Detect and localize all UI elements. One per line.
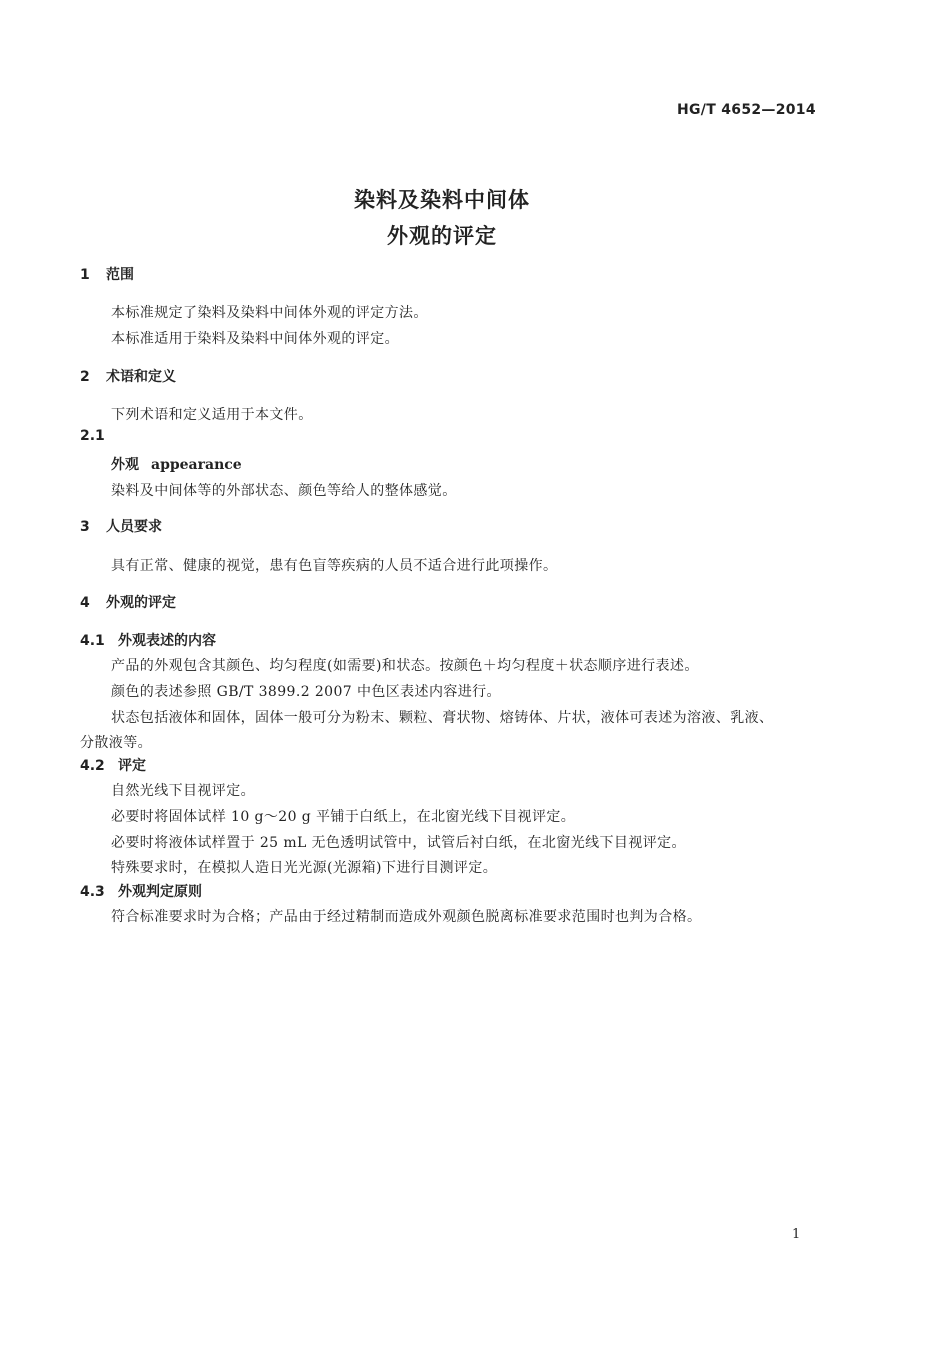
subsection-4-2-heading bbox=[80, 755, 146, 775]
page-number: 1 bbox=[792, 1227, 801, 1242]
subsection-2-1-number: 2.1 bbox=[80, 428, 105, 444]
section-4-heading bbox=[80, 592, 176, 612]
term-definition: 染料及中间体等的外部状态、颜色等给人的整体感觉。 bbox=[111, 483, 457, 499]
paragraph: 自然光线下目视评定。 bbox=[111, 783, 255, 799]
subsection-number: 4.3 bbox=[80, 884, 105, 900]
subsection-title: 外观表述的内容 bbox=[118, 633, 216, 649]
term-chinese: 外观 bbox=[111, 457, 139, 473]
subsection-title: 外观判定原则 bbox=[118, 884, 202, 900]
paragraph: 符合标准要求时为合格；产品由于经过精制而造成外观颜色脱离标准要求范围时也判为合格。 bbox=[111, 909, 702, 925]
section-title: 外观的评定 bbox=[106, 595, 176, 611]
section-number: 3 bbox=[80, 519, 90, 535]
section-number: 2 bbox=[80, 369, 90, 385]
subsection-4-3-heading bbox=[80, 881, 202, 901]
document-title-line1: 染料及染料中间体 bbox=[354, 188, 530, 212]
term-entry bbox=[111, 454, 242, 474]
paragraph: 具有正常、健康的视觉，患有色盲等疾病的人员不适合进行此项操作。 bbox=[111, 558, 558, 574]
subsection-number: 4.2 bbox=[80, 758, 105, 774]
paragraph: 特殊要求时，在模拟人造日光光源(光源箱)下进行目测评定。 bbox=[111, 860, 498, 876]
subsection-title: 评定 bbox=[118, 758, 146, 774]
paragraph: 产品的外观包含其颜色、均匀程度(如需要)和状态。按颜色＋均匀程度＋状态顺序进行表述。 bbox=[111, 658, 699, 674]
document-title-line2: 外观的评定 bbox=[387, 224, 497, 248]
paragraph: 必要时将固体试样 10 g～20 g 平铺于白纸上，在北窗光线下目视评定。 bbox=[111, 809, 576, 825]
section-title: 术语和定义 bbox=[106, 369, 176, 385]
paragraph-continuation: 分散液等。 bbox=[80, 735, 152, 751]
paragraph: 状态包括液体和固体，固体一般可分为粉末、颗粒、膏状物、熔铸体、片状，液体可表述为溶液、乳液、 bbox=[111, 710, 774, 726]
section-number: 1 bbox=[80, 267, 90, 283]
paragraph: 颜色的表述参照 GB/T 3899.2 2007 中色区表述内容进行。 bbox=[111, 684, 501, 700]
subsection-4-1-heading bbox=[80, 630, 216, 650]
section-1-heading bbox=[80, 264, 134, 284]
paragraph: 本标准适用于染料及染料中间体外观的评定。 bbox=[111, 331, 399, 347]
section-2-heading bbox=[80, 366, 176, 386]
term-english: appearance bbox=[151, 457, 242, 473]
section-number: 4 bbox=[80, 595, 90, 611]
section-title: 人员要求 bbox=[106, 519, 162, 535]
paragraph: 必要时将液体试样置于 25 mL 无色透明试管中，试管后衬白纸，在北窗光线下目视评定。 bbox=[111, 835, 686, 851]
paragraph: 下列术语和定义适用于本文件。 bbox=[111, 407, 313, 423]
standard-code: HG/T 4652—2014 bbox=[677, 102, 816, 118]
subsection-number: 4.1 bbox=[80, 633, 105, 649]
section-3-heading bbox=[80, 516, 162, 536]
section-title: 范围 bbox=[106, 267, 134, 283]
paragraph: 本标准规定了染料及染料中间体外观的评定方法。 bbox=[111, 305, 428, 321]
